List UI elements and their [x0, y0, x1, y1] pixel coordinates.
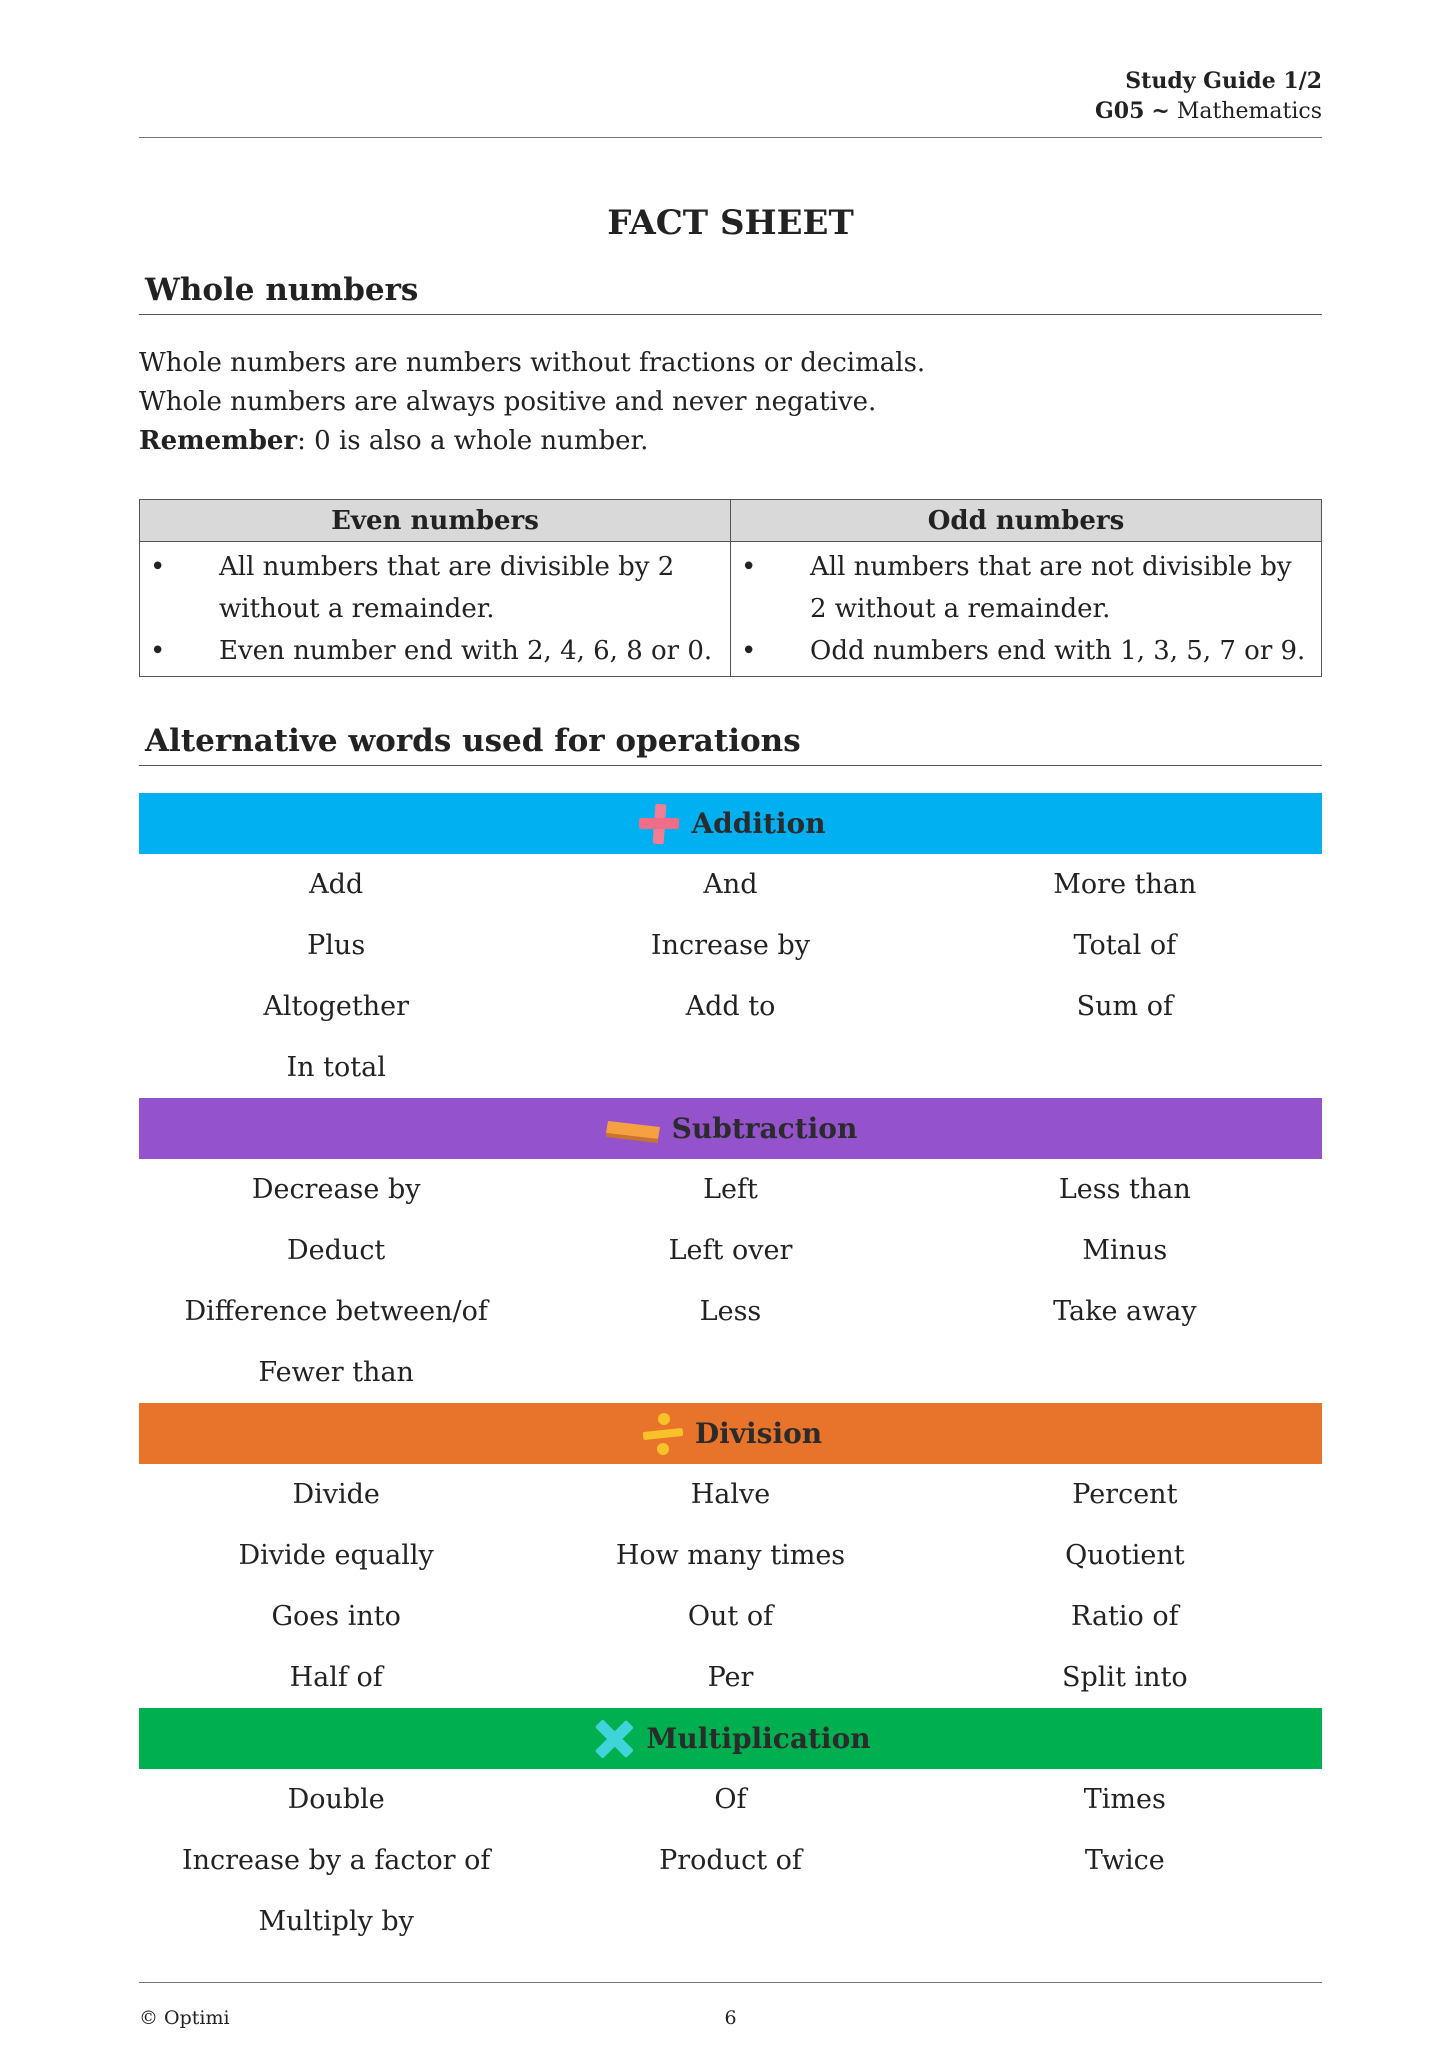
even-odd-table: [139, 499, 1322, 677]
header-divider: [139, 137, 1322, 138]
word-cell: Less than: [1058, 1174, 1191, 1205]
addition-label: Addition: [691, 807, 826, 840]
word-cell: Decrease by: [251, 1174, 421, 1205]
whole-numbers-line-2: Whole numbers are always positive and never negative.: [139, 387, 877, 417]
page-title: FACT SHEET: [607, 203, 854, 243]
whole-numbers-heading: Whole numbers: [145, 272, 419, 308]
subtraction-band: [139, 1098, 1322, 1159]
operations-heading: Alternative words used for operations: [145, 723, 801, 759]
whole-numbers-line-1: Whole numbers are numbers without fractions or decimals.: [139, 348, 926, 378]
even-item-2-text: Even number end with 2, 4, 6, 8 or 0.: [219, 636, 713, 666]
odd-item-1-text: All numbers that are not divisible by 2 without a remainder.: [810, 552, 1292, 624]
word-cell: Per: [707, 1662, 754, 1693]
word-cell: More than: [1053, 869, 1197, 900]
word-cell: Half of: [289, 1662, 383, 1693]
division-words-grid: [139, 1464, 1322, 1708]
word-cell: Times: [1083, 1784, 1166, 1815]
even-item-1-text: All numbers that are divisible by 2 without a remainder.: [219, 552, 675, 624]
word-cell: Less: [699, 1296, 762, 1327]
odd-item-1: [731, 546, 1321, 630]
whole-numbers-rule: [139, 314, 1322, 315]
word-cell: Sum of: [1076, 991, 1173, 1022]
operations-sections: [139, 793, 1322, 1952]
word-cell: Split into: [1062, 1662, 1188, 1693]
remember-text: : 0 is also a whole number.: [297, 426, 649, 456]
subtraction-words-grid: [139, 1159, 1322, 1403]
word-cell: [928, 1891, 1322, 1952]
even-item-1: [140, 546, 730, 630]
word-cell: Fewer than: [258, 1357, 414, 1388]
word-cell: Halve: [690, 1479, 771, 1510]
word-cell: In total: [286, 1052, 386, 1083]
subject-name: Mathematics: [1176, 99, 1322, 124]
grade-code: G05: [1095, 98, 1145, 124]
addition-band: [139, 793, 1322, 854]
word-cell: Left over: [668, 1235, 793, 1266]
word-cell: [928, 1342, 1322, 1403]
multiplication-label: Multiplication: [646, 1722, 871, 1755]
odd-item-2: [731, 630, 1321, 672]
multiplication-words-grid: [139, 1769, 1322, 1952]
word-cell: [533, 1037, 927, 1098]
word-cell: Increase by: [650, 930, 811, 961]
minus-icon: [604, 1105, 664, 1153]
word-cell: Increase by a factor of: [181, 1845, 491, 1876]
word-cell: Double: [287, 1784, 385, 1815]
copyright: © Optimi: [139, 2007, 230, 2029]
word-cell: [928, 1037, 1322, 1098]
word-cell: Take away: [1053, 1296, 1197, 1327]
word-cell: And: [703, 869, 758, 900]
footer-divider: [139, 1982, 1322, 1983]
times-icon: [590, 1715, 638, 1763]
word-cell: Of: [714, 1784, 747, 1815]
word-cell: Goes into: [271, 1601, 401, 1632]
bullet: •: [150, 636, 166, 666]
word-cell: Difference between/of: [184, 1296, 488, 1327]
divide-icon: [639, 1410, 687, 1458]
even-item-2: [140, 630, 730, 672]
subtraction-label: Subtraction: [671, 1112, 858, 1145]
whole-numbers-text: [139, 344, 925, 461]
word-cell: Percent: [1072, 1479, 1178, 1510]
word-cell: [533, 1342, 927, 1403]
word-cell: Ratio of: [1071, 1601, 1179, 1632]
even-numbers-header: Even numbers: [140, 500, 731, 542]
odd-item-2-text: Odd numbers end with 1, 3, 5, 7 or 9.: [810, 636, 1306, 666]
page-number: 6: [724, 2007, 737, 2029]
word-cell: Product of: [659, 1845, 802, 1876]
word-cell: Add to: [685, 991, 776, 1022]
word-cell: Divide equally: [238, 1540, 434, 1571]
word-cell: Quotient: [1065, 1540, 1185, 1571]
word-cell: Divide: [292, 1479, 380, 1510]
word-cell: Total of: [1073, 930, 1177, 961]
word-cell: Multiply by: [258, 1906, 414, 1937]
even-numbers-cell: [140, 542, 731, 677]
bullet: •: [150, 552, 166, 582]
division-band: [139, 1403, 1322, 1464]
operations-rule: [139, 765, 1322, 766]
word-cell: Plus: [307, 930, 366, 961]
word-cell: Out of: [687, 1601, 774, 1632]
odd-numbers-cell: [731, 542, 1322, 677]
bullet: •: [741, 636, 757, 666]
division-label: Division: [694, 1417, 823, 1450]
header-separator: ~: [1151, 98, 1170, 124]
addition-words-grid: [139, 854, 1322, 1098]
multiplication-band: [139, 1708, 1322, 1769]
word-cell: Add: [309, 869, 364, 900]
word-cell: Altogether: [263, 991, 409, 1022]
word-cell: Minus: [1082, 1235, 1168, 1266]
word-cell: How many times: [615, 1540, 846, 1571]
word-cell: [533, 1891, 927, 1952]
remember-line: [139, 422, 925, 461]
study-guide-label: Study Guide 1/2: [1125, 68, 1322, 94]
page-header: [1095, 66, 1322, 127]
bullet: •: [741, 552, 757, 582]
grade-subject: [1095, 96, 1322, 127]
odd-numbers-header: Odd numbers: [731, 500, 1322, 542]
word-cell: Left: [703, 1174, 758, 1205]
word-cell: Deduct: [287, 1235, 386, 1266]
remember-label: Remember: [139, 426, 298, 456]
plus-icon: [635, 800, 683, 848]
word-cell: Twice: [1084, 1845, 1165, 1876]
